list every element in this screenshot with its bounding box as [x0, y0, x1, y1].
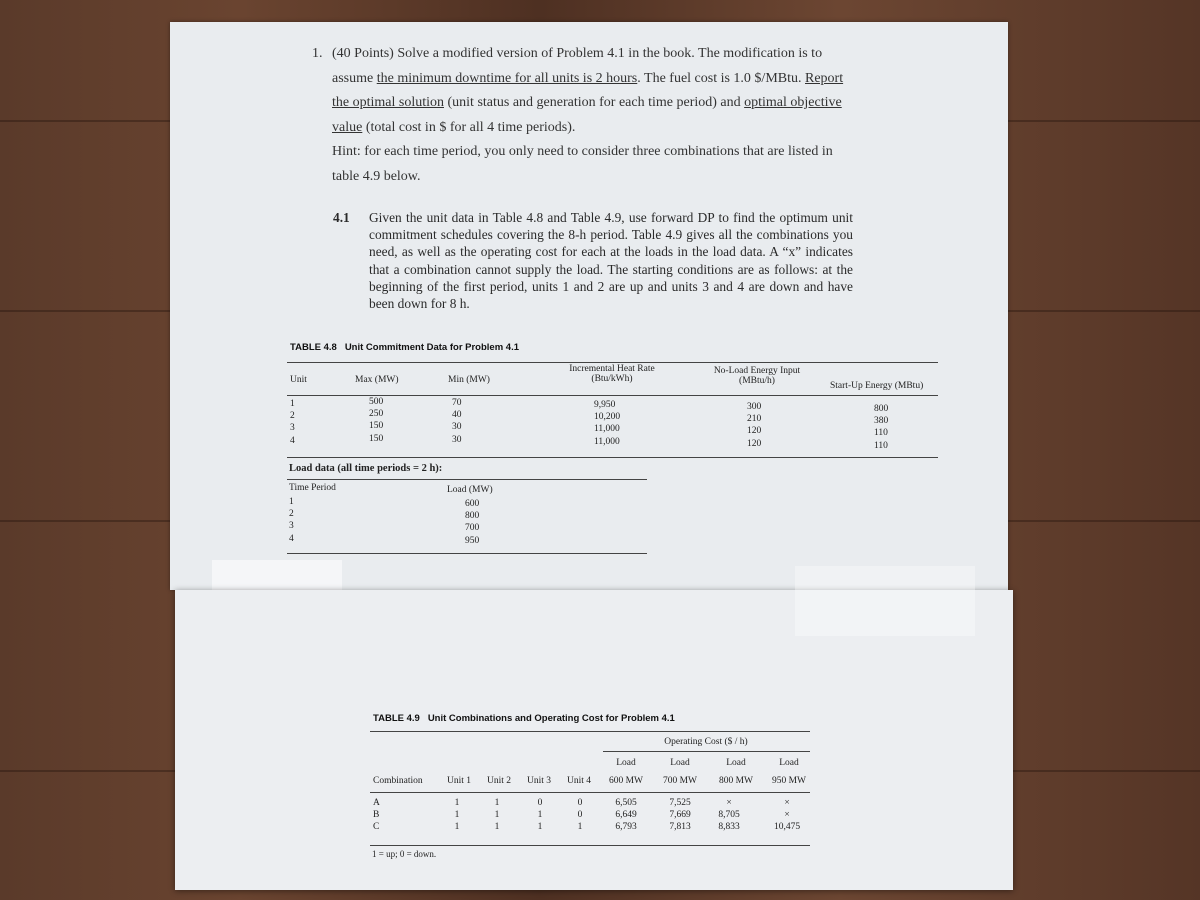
col-cost-600: 6,505 6,649 6,793 [615, 798, 637, 833]
header-unit2: Unit 2 [487, 776, 512, 786]
header-startup: Start-Up Energy (MBtu) [830, 381, 924, 391]
header-load-word: Load [726, 758, 746, 768]
header-load-word: Load [616, 758, 636, 768]
table-rule [603, 751, 810, 752]
header-unit4: Unit 4 [567, 776, 592, 786]
header-combination: Combination [373, 776, 423, 786]
book-problem-number: 4.1 [333, 210, 350, 225]
header-unit: Unit [290, 375, 307, 385]
header-operating-cost: Operating Cost ($ / h) [664, 737, 748, 747]
table-rule [287, 457, 938, 458]
table-footnote: 1 = up; 0 = down. [372, 849, 437, 859]
header-unit1: Unit 1 [447, 776, 472, 786]
book-problem-text: Given the unit data in Table 4.8 and Table 4.9, use forward DP to find the optimum unit commitment schedules covering the 8-h period. Table 4.9 gives all the combinations you need, as well as the operating cost for each at the loads in the load data. A “x” indicates that a combination cannot supply the load. The starting conditions are as follows: at the beginning of the first period, units 1 and 2 are up and units 3 and 4 are down and have been down for 8 h. [369, 210, 853, 312]
table-rule [287, 479, 647, 480]
col-cost-700: 7,525 7,669 7,813 [669, 798, 691, 833]
col-period: 1 2 3 4 [289, 497, 294, 544]
problem-number: 1. [312, 46, 323, 61]
table-rule [370, 731, 810, 732]
col-unit4: 0 0 1 [577, 798, 583, 833]
table-rule [287, 553, 647, 554]
col-no-load: 300 210 120 120 [747, 402, 762, 449]
paper-shadow [212, 560, 342, 590]
col-max: 500 250 150 150 [369, 397, 384, 444]
problem-line: value (total cost in $ for all 4 time periods). [332, 119, 576, 135]
header-unit3: Unit 3 [527, 776, 552, 786]
col-unit2: 1 1 1 [494, 798, 500, 833]
problem-line: assume the minimum downtime for all units is 2 hours. The fuel cost is 1.0 $/MBtu. Report [332, 70, 844, 86]
paper-shadow [795, 566, 975, 636]
col-unit: 1 2 3 4 [290, 399, 295, 446]
col-cost-800: × 8,705 8,833 [718, 798, 740, 833]
header-heat-rate: Incremental Heat Rate (Btu/kWh) [569, 364, 655, 384]
col-load: 600 800 700 950 [465, 499, 480, 546]
col-heat-rate: 9,950 10,200 11,000 11,000 [594, 400, 621, 447]
header-700: 700 MW [662, 776, 698, 786]
header-load-word: Load [779, 758, 799, 768]
problem-line: (40 Points) Solve a modified version of Problem 4.1 in the book. The modification is to [332, 46, 823, 61]
header-load: Load (MW) [447, 485, 493, 495]
table-rule [287, 362, 938, 363]
header-800: 800 MW [718, 776, 754, 786]
header-950: 950 MW [771, 776, 807, 786]
header-min: Min (MW) [448, 375, 490, 385]
header-no-load: No-Load Energy Input (MBtu/h) [713, 366, 801, 386]
col-combination: A B C [373, 798, 380, 833]
col-unit3: 0 1 1 [537, 798, 543, 833]
col-unit1: 1 1 1 [454, 798, 460, 833]
header-load-word: Load [670, 758, 690, 768]
col-cost-950: × × 10,475 [773, 798, 801, 833]
hint-line: Hint: for each time period, you only need to consider three combinations that are listed in [332, 144, 833, 159]
table-4-8-caption: TABLE 4.8 Unit Commitment Data for Problem 4.1 [290, 342, 520, 353]
problem-statement [312, 42, 912, 189]
book-problem-4-1 [333, 209, 853, 312]
col-min: 70 40 30 30 [452, 398, 462, 445]
hint-line: table 4.9 below. [332, 168, 421, 184]
col-startup: 800 380 110 110 [874, 404, 889, 451]
header-time-period: Time Period [289, 483, 336, 493]
table-rule [370, 845, 810, 846]
load-data-title: Load data (all time periods = 2 h): [289, 463, 443, 474]
table-rule [370, 792, 810, 793]
table-rule [287, 395, 938, 396]
header-max: Max (MW) [355, 375, 399, 385]
problem-line: the optimal solution (unit status and generation for each time period) and optimal objective [332, 95, 842, 110]
table-4-9-caption: TABLE 4.9 Unit Combinations and Operating Cost for Problem 4.1 [373, 713, 675, 724]
header-600: 600 MW [608, 776, 644, 786]
